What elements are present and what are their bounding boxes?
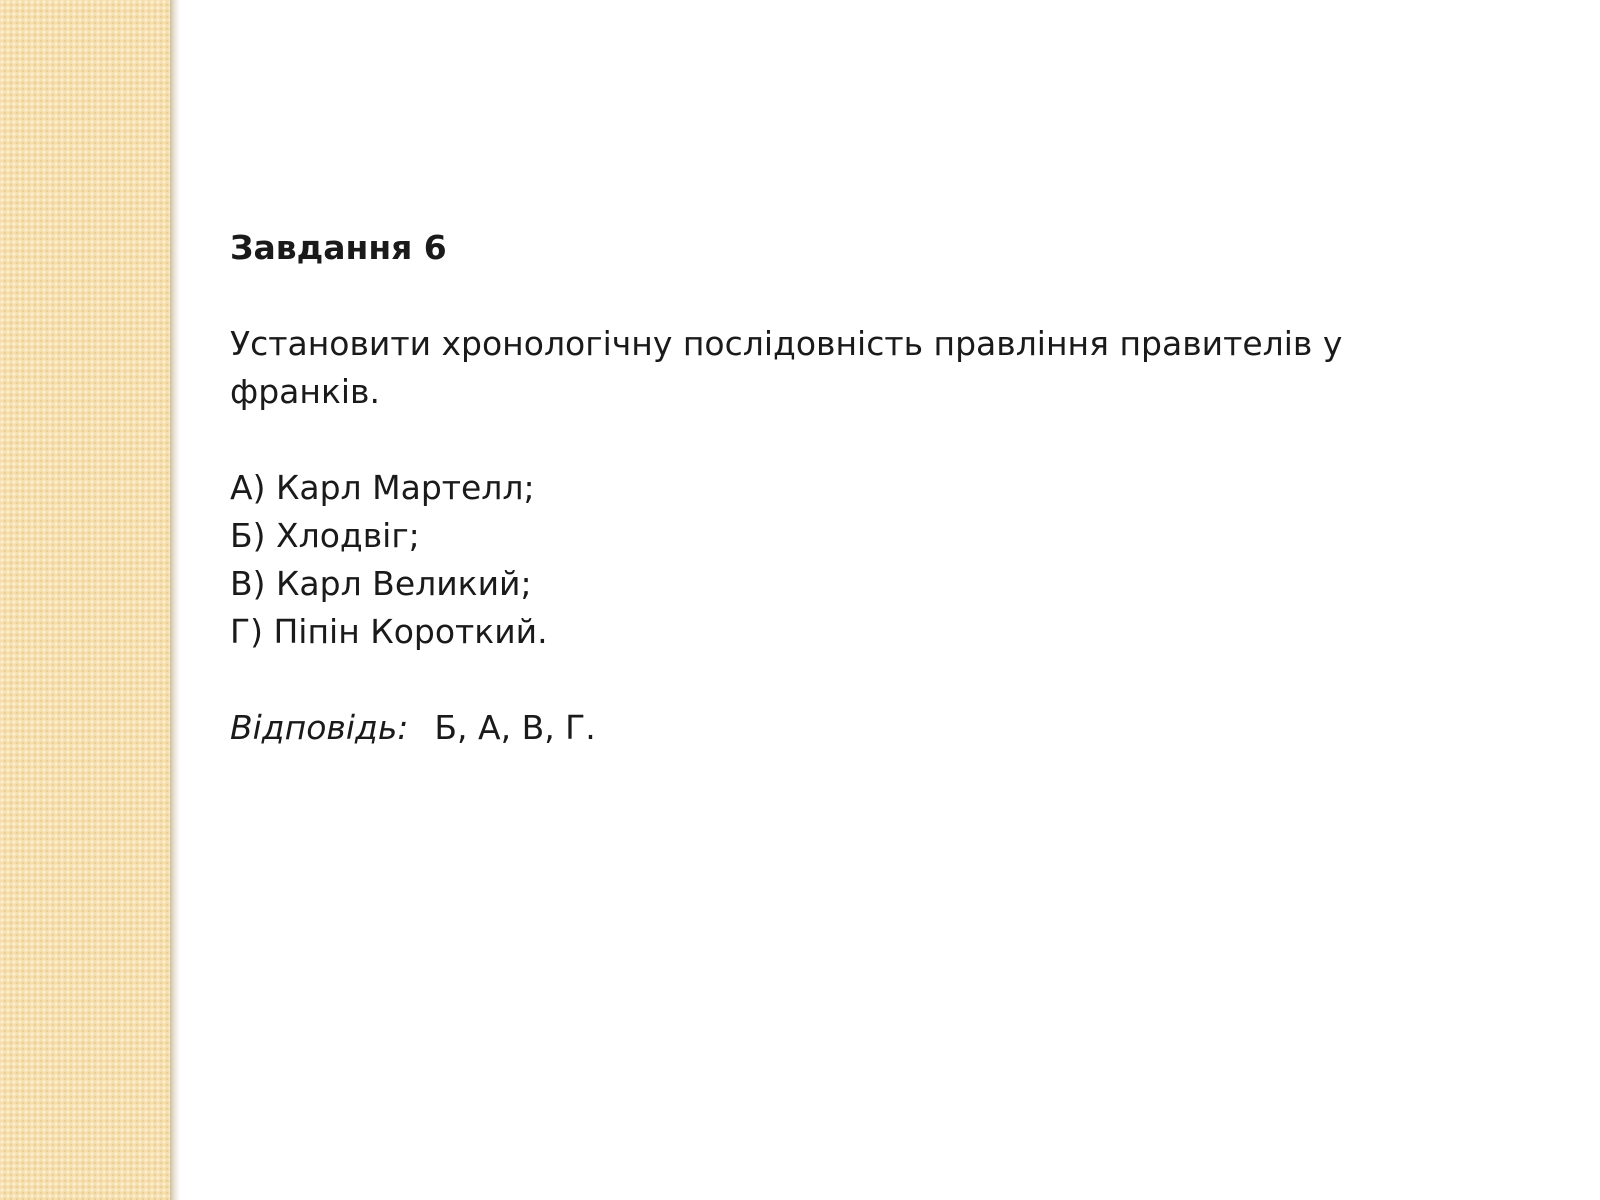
answer-line — [230, 704, 1480, 752]
decorative-side-panel — [0, 0, 170, 1200]
answer-label: Відповідь: — [230, 708, 409, 747]
option-v: В) Карл Великий; — [230, 564, 532, 603]
option-g: Г) Піпін Короткий. — [230, 612, 548, 651]
task-prompt: Установити хронологічну послідовність правління правителів у франків. — [230, 324, 1343, 411]
side-panel-shadow — [170, 0, 180, 1200]
option-a: А) Карл Мартелл; — [230, 468, 535, 507]
answer-value: Б, А, В, Г. — [434, 708, 596, 747]
option-b: Б) Хлодвіг; — [230, 516, 420, 555]
slide-content — [230, 224, 1480, 752]
task-title: Завдання 6 — [230, 228, 447, 267]
options-list — [230, 464, 1480, 656]
